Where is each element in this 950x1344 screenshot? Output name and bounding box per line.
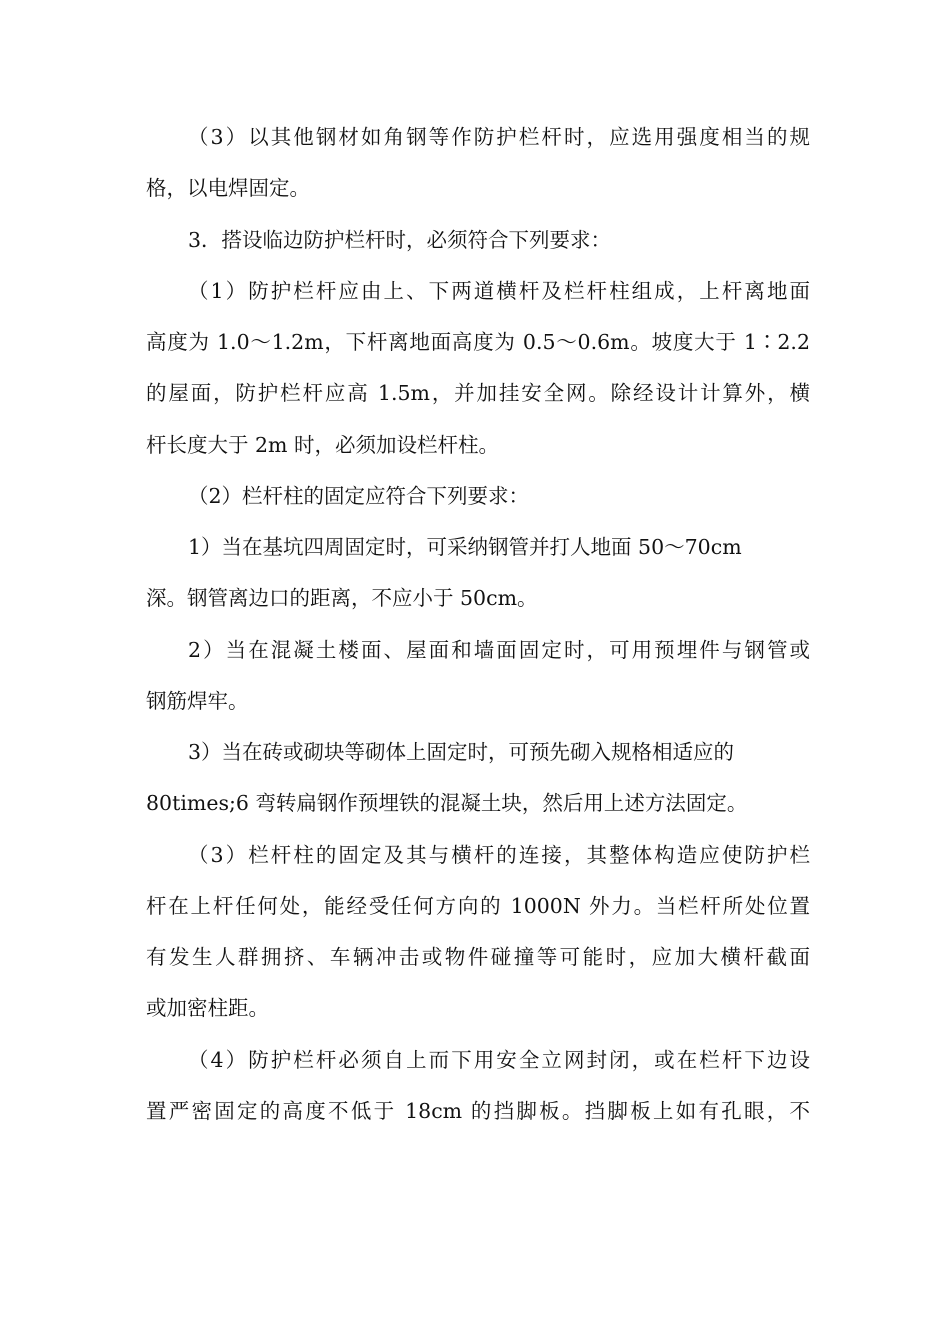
text-line: 的屋面，防护栏杆应高 1.5m，并加挂安全网。除经设计计算外，横	[146, 381, 810, 405]
text-line: 杆在上杆任何处，能经受任何方向的 1000N 外力。当栏杆所处位置	[146, 894, 810, 918]
text-line: 1）当在基坑四周固定时，可采纳钢管并打人地面 50～70cm	[188, 535, 742, 559]
text-line: （3）以其他钢材如角钢等作防护栏杆时，应选用强度相当的规	[188, 125, 810, 149]
text-line: 或加密柱距。	[146, 996, 269, 1020]
text-line: 高度为 1.0～1.2m，下杆离地面高度为 0.5～0.6m。坡度大于 1∶2.2	[146, 330, 810, 354]
text-line: （2）栏杆柱的固定应符合下列要求：	[188, 484, 530, 508]
document-page	[146, 0, 810, 1344]
text-line: （1）防护栏杆应由上、下两道横杆及栏杆柱组成，上杆离地面	[188, 279, 810, 303]
text-line: 2）当在混凝土楼面、屋面和墙面固定时，可用预埋件与钢管或	[188, 638, 810, 662]
text-line: 置严密固定的高度不低于 18cm 的挡脚板。挡脚板上如有孔眼，不	[146, 1099, 810, 1123]
text-line: 钢筋焊牢。	[146, 689, 249, 713]
text-line: 格，以电焊固定。	[146, 176, 310, 200]
text-line: 3）当在砖或砌块等砌体上固定时，可预先砌入规格相适应的	[188, 740, 735, 764]
text-line: （4）防护栏杆必须自上而下用安全立网封闭，或在栏杆下边设	[188, 1048, 810, 1072]
text-line: （3）栏杆柱的固定及其与横杆的连接，其整体构造应使防护栏	[188, 843, 810, 867]
text-line: 有发生人群拥挤、车辆冲击或物件碰撞等可能时，应加大横杆截面	[146, 945, 810, 969]
text-line: 杆长度大于 2m 时，必须加设栏杆柱。	[146, 433, 500, 457]
text-line: 80times;6 弯转扁钢作预埋铁的混凝土块，然后用上述方法固定。	[146, 791, 748, 815]
text-line: 3．搭设临边防护栏杆时，必须符合下列要求：	[188, 228, 612, 252]
text-line: 深。钢管离边口的距离，不应小于 50cm。	[146, 586, 538, 610]
